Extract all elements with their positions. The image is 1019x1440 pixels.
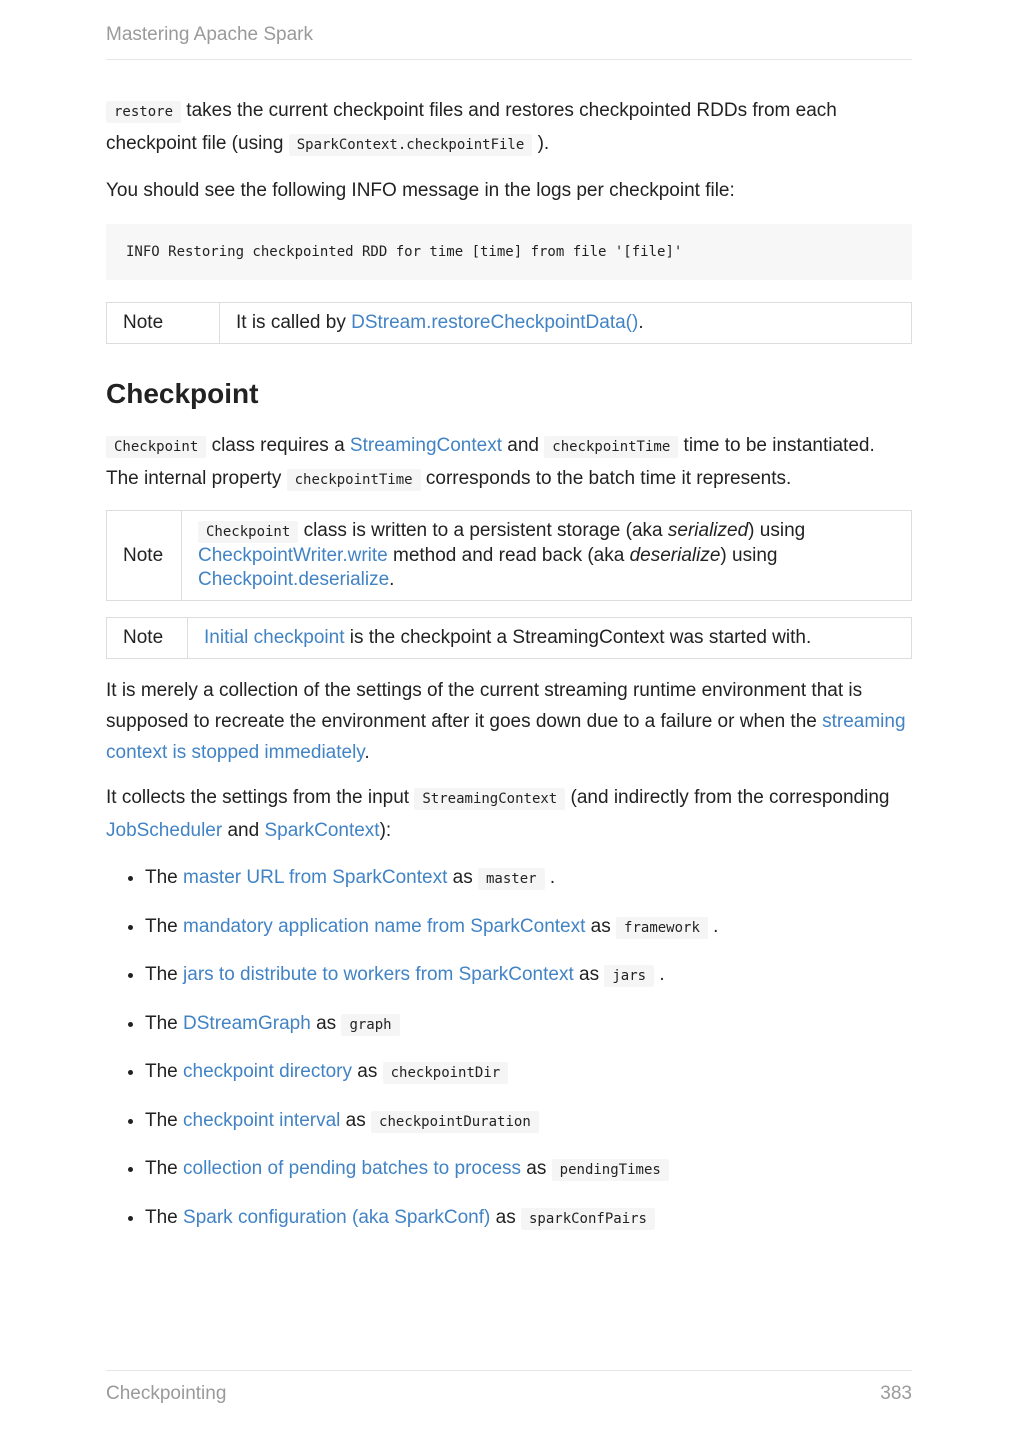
settings-list <box>106 862 912 1235</box>
master-url-link[interactable]: master URL from SparkContext <box>183 867 448 888</box>
info-paragraph: You should see the following INFO message in the logs per checkpoint file: <box>106 180 735 201</box>
page-number: 383 <box>880 1383 912 1404</box>
section-heading: Checkpoint <box>106 378 259 409</box>
checkpoint-class-paragraph: Checkpoint class requires a StreamingContext and checkpointTime time to be instantiated. The internal property checkpointTime corresponds to the batch time it represents. <box>106 435 875 489</box>
checkpoint-interval-link[interactable]: checkpoint interval <box>183 1109 341 1131</box>
note-box <box>106 617 912 659</box>
dstream-graph-link[interactable]: DStreamGraph <box>183 1012 311 1034</box>
initial-checkpoint-link[interactable]: Initial checkpoint <box>204 627 345 648</box>
inline-code: StreamingContext <box>414 788 565 810</box>
inline-code: checkpointTime <box>544 436 678 458</box>
chapter-title: Checkpointing <box>106 1383 227 1404</box>
checkpoint-deserialize-link[interactable]: Checkpoint.deserialize <box>198 569 390 590</box>
note-box <box>106 302 912 344</box>
list-item: • The checkpoint directory as checkpointDir <box>145 1056 912 1089</box>
inline-code: pendingTimes <box>552 1159 669 1181</box>
inline-code: SparkContext.checkpointFile <box>289 134 533 156</box>
note-box <box>106 510 912 601</box>
note-label: Note <box>107 303 220 344</box>
note-body: Initial checkpoint is the checkpoint a StreamingContext was started with. <box>188 618 912 659</box>
list-item: • The jars to distribute to workers from SparkContext as jars . <box>145 959 912 992</box>
note-body: Checkpoint class is written to a persistent storage (aka serialized) using CheckpointWriter.write method and read back (aka deserialize) using Checkpoint.deserialize. <box>182 511 912 601</box>
list-item: • The Spark configuration (aka SparkConf) as sparkConfPairs <box>145 1202 912 1235</box>
inline-code: checkpointTime <box>287 469 421 491</box>
book-title: Mastering Apache Spark <box>106 24 314 45</box>
stopped-immediately-link[interactable]: streaming context is stopped immediately <box>106 711 906 763</box>
restore-paragraph: restore takes the current checkpoint files and restores checkpointed RDDs from each checkpoint file (using SparkContext.checkpointFile ). <box>106 100 837 154</box>
collection-paragraph: It is merely a collection of the settings of the current streaming runtime environment that is supposed to recreate the environment after it goes down due to a failure or when the streaming context is stopped immediately. <box>106 680 906 763</box>
restore-checkpoint-data-link[interactable]: DStream.restoreCheckpointData() <box>351 312 639 333</box>
inline-code: framework <box>616 917 708 939</box>
inline-code: graph <box>341 1014 399 1036</box>
app-name-link[interactable]: mandatory application name from SparkContext <box>183 915 586 937</box>
inline-code: Checkpoint <box>106 436 206 458</box>
page-footer <box>106 1370 912 1405</box>
list-item: • The checkpoint interval as checkpointDuration <box>145 1105 912 1138</box>
checkpoint-writer-write-link[interactable]: CheckpointWriter.write <box>198 545 388 566</box>
list-item: • The DStreamGraph as graph <box>145 1008 912 1041</box>
spark-conf-link[interactable]: Spark configuration (aka SparkConf) <box>183 1206 491 1228</box>
checkpoint-directory-link[interactable]: checkpoint directory <box>183 1061 352 1082</box>
inline-code: checkpointDuration <box>371 1111 539 1133</box>
list-item: • The master URL from SparkContext as master . <box>145 862 912 895</box>
code-block: INFO Restoring checkpointed RDD for time [time] from file '[file]' <box>106 224 912 280</box>
settings-paragraph: It collects the settings from the input StreamingContext (and indirectly from the corresponding JobScheduler and SparkContext): <box>106 787 890 841</box>
inline-code: sparkConfPairs <box>521 1208 655 1230</box>
inline-code: restore <box>106 101 181 123</box>
page-header <box>106 24 912 60</box>
list-item: • The mandatory application name from SparkContext as framework . <box>145 911 912 944</box>
pending-batches-link[interactable]: collection of pending batches to process <box>183 1158 522 1179</box>
inline-code: master <box>478 868 545 890</box>
note-label: Note <box>107 618 188 659</box>
jars-link[interactable]: jars to distribute to workers from SparkContext <box>183 964 574 985</box>
note-label: Note <box>107 511 182 601</box>
page-content <box>106 95 912 1250</box>
note-body: It is called by DStream.restoreCheckpointData(). <box>220 303 912 344</box>
inline-code: jars <box>604 965 654 987</box>
spark-context-link[interactable]: SparkContext <box>264 820 380 841</box>
inline-code: checkpointDir <box>383 1062 509 1084</box>
inline-code: Checkpoint <box>198 521 298 543</box>
list-item: • The collection of pending batches to process as pendingTimes <box>145 1153 912 1186</box>
streaming-context-link[interactable]: StreamingContext <box>349 435 502 456</box>
job-scheduler-link[interactable]: JobScheduler <box>106 820 223 841</box>
